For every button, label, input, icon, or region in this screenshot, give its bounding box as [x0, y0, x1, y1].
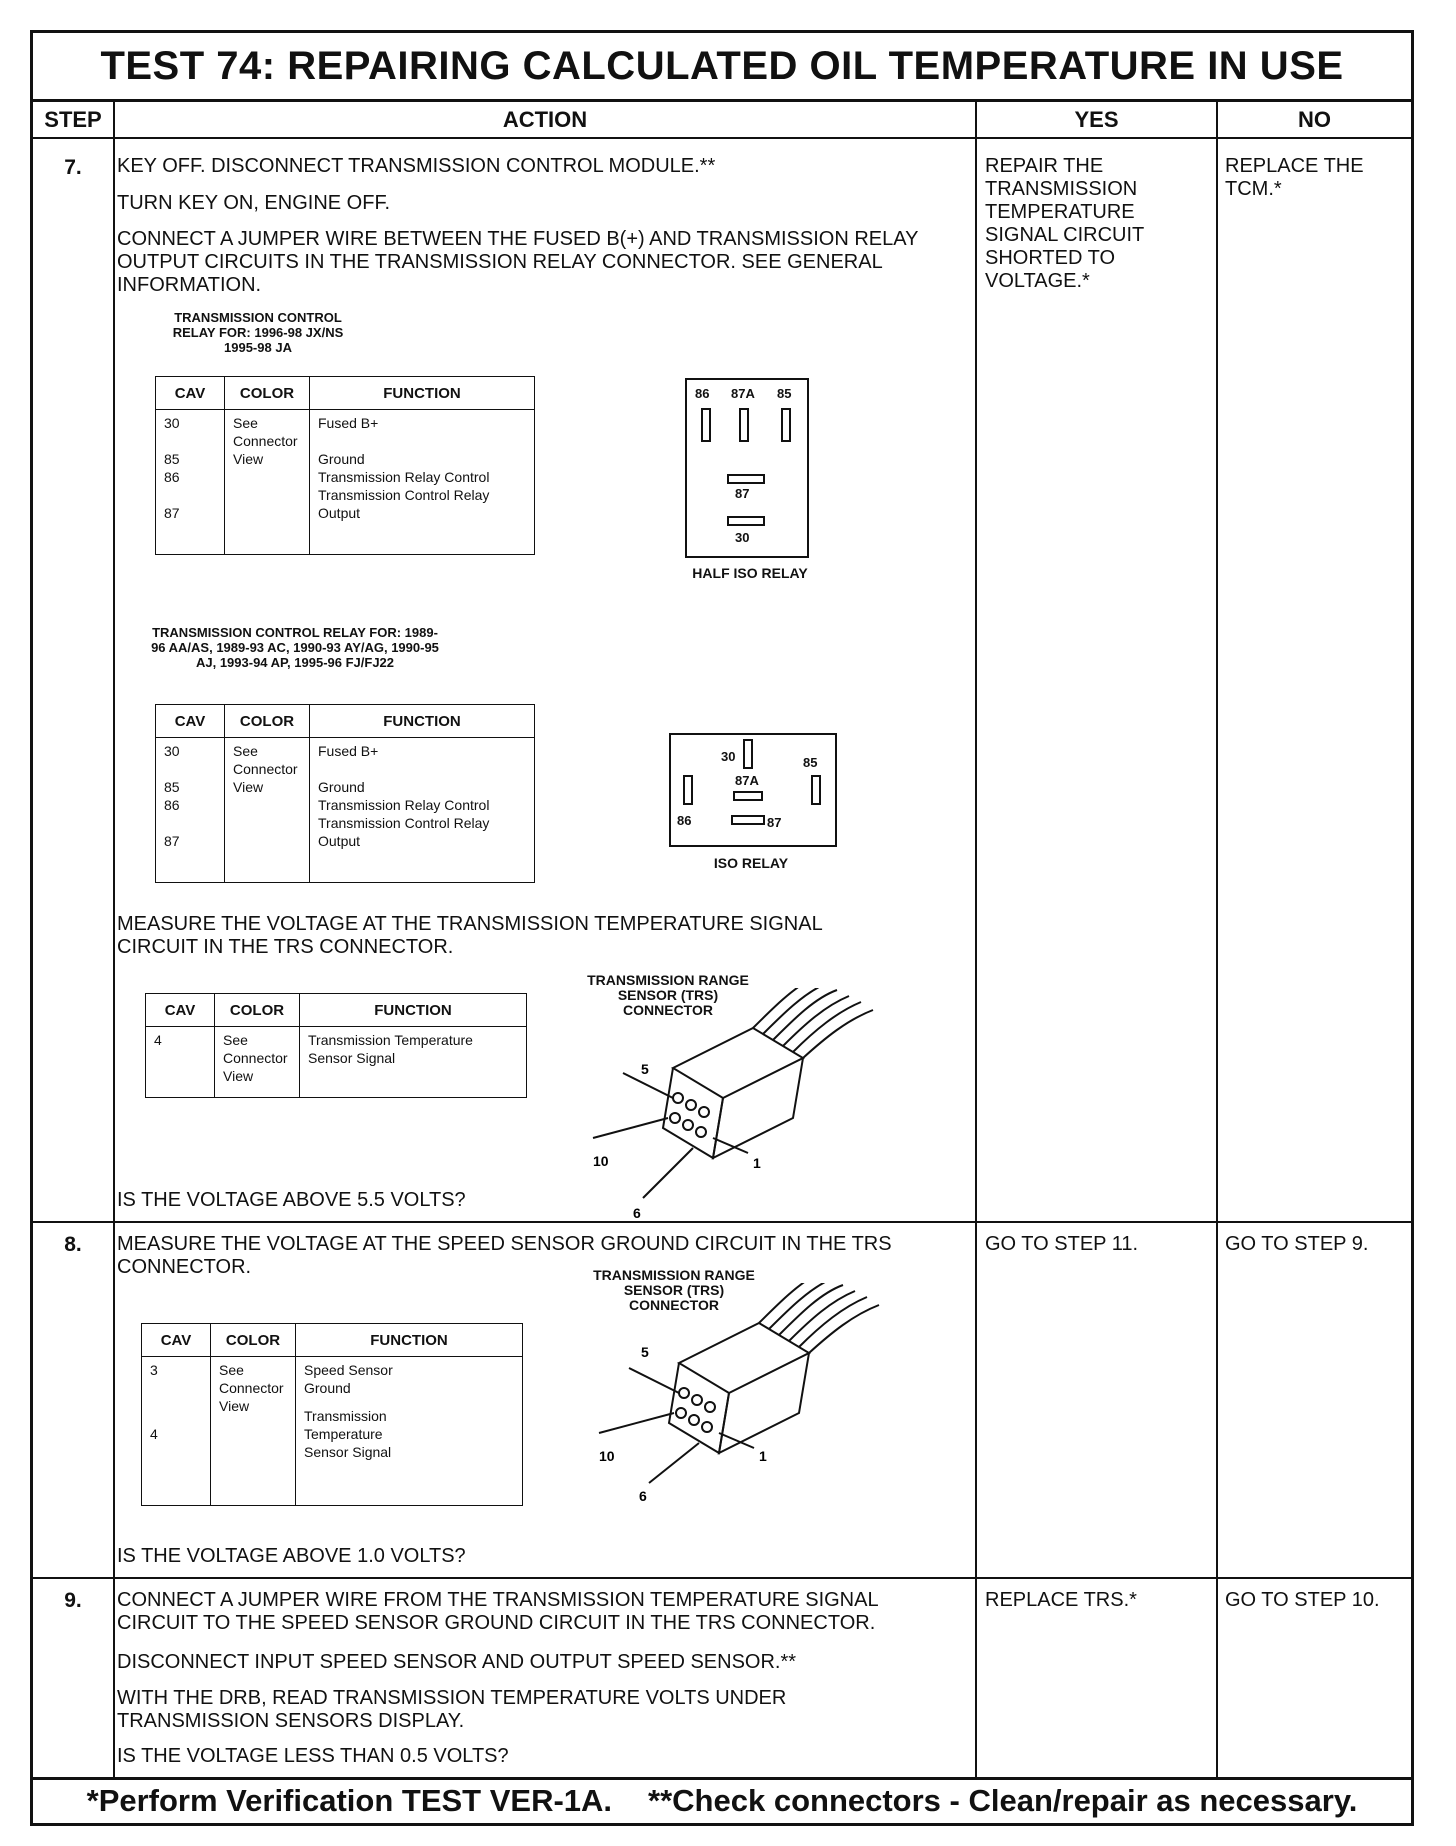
col-cav: CAV [146, 994, 215, 1027]
header-action: ACTION [115, 102, 975, 139]
half-iso-relay-diagram [685, 378, 809, 558]
function-value: Ground [318, 451, 365, 467]
cav-value: 30 [164, 415, 180, 431]
step-7-action-line3: CONNECT A JUMPER WIRE BETWEEN THE FUSED B(+) AND TRANSMISSION RELAY OUTPUT CIRCUITS IN THE TRANSMISSION RELAY CONNECTOR. SEE GENERAL INFORMATION. [117, 228, 919, 296]
cav-value: 4 [150, 1426, 158, 1442]
step-8-number: 8. [64, 1233, 82, 1256]
cav-value: 4 [146, 1027, 215, 1098]
step-9-yes: REPLACE TRS.* [985, 1589, 1137, 1611]
col-color: COLOR [225, 377, 310, 410]
col-cav: CAV [156, 705, 225, 738]
pin-slot [781, 408, 791, 442]
function-value: Fused B+ [318, 415, 379, 431]
step-9-action-line2: DISCONNECT INPUT SPEED SENSOR AND OUTPUT SPEED SENSOR.** [117, 1651, 797, 1673]
function-value: Speed Sensor Ground [304, 1362, 393, 1396]
trs-caption-step-8: TRANSMISSION RANGE SENSOR (TRS) CONNECTOR [593, 1267, 755, 1313]
pin-slot [743, 739, 753, 769]
step-7-question: IS THE VOLTAGE ABOVE 5.5 VOLTS? [117, 1189, 466, 1211]
function-value: Transmission Temperature Sensor Signal [300, 1027, 527, 1098]
col-color: COLOR [211, 1324, 296, 1357]
function-value: Transmission Control Relay Output [318, 487, 490, 521]
step-9-action-line1: CONNECT A JUMPER WIRE FROM THE TRANSMISSION TEMPERATURE SIGNAL CIRCUIT TO THE SPEED SENSOR GROUND CIRCUIT IN THE TRS CONNECTOR. [117, 1589, 878, 1634]
function-value: Transmission Relay Control [318, 469, 490, 485]
pin-6-label: 6 [633, 1205, 641, 1221]
cav-value: 87 [164, 505, 180, 521]
column-divider [113, 102, 115, 1779]
color-value: See Connector View [225, 410, 310, 555]
pin-label: 87A [735, 773, 759, 788]
cav-value: 87 [164, 833, 180, 849]
pin-leader [713, 1138, 748, 1153]
function-value: Transmission Relay Control [318, 797, 490, 813]
pin-10-label: 10 [593, 1153, 609, 1169]
header-no: NO [1218, 102, 1411, 139]
step-7-number: 7. [64, 156, 82, 179]
step-7-yes: REPAIR THE TRANSMISSION TEMPERATURE SIGNAL CIRCUIT SHORTED TO VOLTAGE.* [985, 155, 1144, 292]
pin-leader [629, 1368, 679, 1393]
function-value: Fused B+ [318, 743, 379, 759]
step-9-number: 9. [64, 1589, 82, 1612]
relay2-pin-table [155, 704, 535, 883]
cav-value: 86 [164, 469, 180, 485]
step-9-action-line3: WITH THE DRB, READ TRANSMISSION TEMPERATURE VOLTS UNDER TRANSMISSION SENSORS DISPLAY. [117, 1687, 787, 1732]
cav-value: 30 [164, 743, 180, 759]
relay2-caption: TRANSMISSION CONTROL RELAY FOR: 1989-96 AA/AS, 1989-93 AC, 1990-93 AY/AG, 1990-95 AJ, 1993-94 AP, 1995-96 FJ/FJ22 [151, 625, 439, 670]
column-divider [975, 102, 977, 1779]
color-value: See Connector View [211, 1357, 296, 1506]
test-74-page [30, 30, 1414, 1826]
footer-notes [33, 1779, 1411, 1823]
col-function: FUNCTION [300, 994, 527, 1027]
header-step: STEP [33, 102, 113, 139]
pin-slot [733, 791, 763, 801]
step-7-no: REPLACE THE TCM.* [1225, 155, 1364, 200]
connector-body [673, 1028, 803, 1098]
header-yes: YES [977, 102, 1216, 139]
step-9-question: IS THE VOLTAGE LESS THAN 0.5 VOLTS? [117, 1745, 509, 1767]
col-color: COLOR [215, 994, 300, 1027]
cav-value: 3 [150, 1362, 158, 1378]
pin-6-label: 6 [639, 1488, 647, 1504]
pin-label: 85 [803, 755, 818, 770]
step-8-question: IS THE VOLTAGE ABOVE 1.0 VOLTS? [117, 1545, 466, 1567]
col-cav: CAV [156, 377, 225, 410]
pin-label: 30 [735, 530, 750, 545]
col-function: FUNCTION [310, 377, 535, 410]
step-7-action-line1: KEY OFF. DISCONNECT TRANSMISSION CONTROL MODULE.** [117, 155, 716, 177]
function-value: Transmission Temperature Sensor Signal [304, 1408, 392, 1460]
pin-slot [727, 516, 765, 526]
pin-slot [811, 775, 821, 805]
function-value: Ground [318, 779, 365, 795]
cav-value: 85 [164, 779, 180, 795]
step-7-action-line2: TURN KEY ON, ENGINE OFF. [117, 192, 390, 214]
pin-leader [649, 1443, 699, 1483]
half-iso-relay-caption: HALF ISO RELAY [692, 565, 808, 581]
relay1-pin-table [155, 376, 535, 555]
pin-1-label: 1 [753, 1155, 761, 1171]
trs-connector-diagram-step-8 [569, 1283, 899, 1513]
color-value: See Connector View [215, 1027, 300, 1098]
pin-label: 85 [777, 386, 792, 401]
pin-label: 87 [735, 486, 750, 501]
pin-10-label: 10 [599, 1448, 615, 1464]
connector-note: **Check connectors - Clean/repair as necessary. [648, 1783, 1358, 1818]
col-cav: CAV [142, 1324, 211, 1357]
col-color: COLOR [225, 705, 310, 738]
relay1-caption: TRANSMISSION CONTROL RELAY FOR: 1996-98 JX/NS 1995-98 JA [172, 310, 344, 355]
pin-1-label: 1 [759, 1448, 767, 1464]
pin-leader [593, 1118, 668, 1138]
cav-value: 86 [164, 797, 180, 813]
step-9-no: GO TO STEP 10. [1225, 1589, 1380, 1611]
iso-relay-diagram [669, 733, 837, 847]
pin-label: 87 [767, 815, 782, 830]
column-divider [1216, 102, 1218, 1779]
pin-label: 30 [721, 749, 736, 764]
page-title: TEST 74: REPAIRING CALCULATED OIL TEMPERATURE IN USE [33, 33, 1411, 102]
trs-pin-table-step-7 [145, 993, 527, 1098]
pin-leader [719, 1433, 754, 1448]
connector-body [679, 1323, 809, 1393]
pin-label: 87A [731, 386, 755, 401]
col-function: FUNCTION [296, 1324, 523, 1357]
verification-note: *Perform Verification TEST VER-1A. [86, 1783, 613, 1818]
function-value: Transmission Control Relay Output [318, 815, 490, 849]
pin-label: 86 [695, 386, 710, 401]
pin-slot [727, 474, 765, 484]
step-7-action-line4: MEASURE THE VOLTAGE AT THE TRANSMISSION TEMPERATURE SIGNAL CIRCUIT IN THE TRS CONNECTOR. [117, 913, 822, 958]
col-function: FUNCTION [310, 705, 535, 738]
step-8-action-line1: MEASURE THE VOLTAGE AT THE SPEED SENSOR GROUND CIRCUIT IN THE TRS CONNECTOR. [117, 1233, 892, 1278]
pin-slot [701, 408, 711, 442]
color-value: See Connector View [225, 738, 310, 883]
trs-pin-table-step-8 [141, 1323, 523, 1506]
pin-leader [599, 1413, 674, 1433]
pin-5-label: 5 [641, 1344, 649, 1360]
step-8-no: GO TO STEP 9. [1225, 1233, 1369, 1255]
cav-value: 85 [164, 451, 180, 467]
pin-slot [739, 408, 749, 442]
pin-5-label: 5 [641, 1061, 649, 1077]
pin-slot [731, 815, 765, 825]
step-8-yes: GO TO STEP 11. [985, 1233, 1139, 1255]
trs-caption-step-7: TRANSMISSION RANGE SENSOR (TRS) CONNECTOR [587, 972, 749, 1018]
iso-relay-caption: ISO RELAY [713, 855, 789, 871]
row-divider [33, 1577, 1411, 1579]
pin-label: 86 [677, 813, 692, 828]
pin-slot [683, 775, 693, 805]
